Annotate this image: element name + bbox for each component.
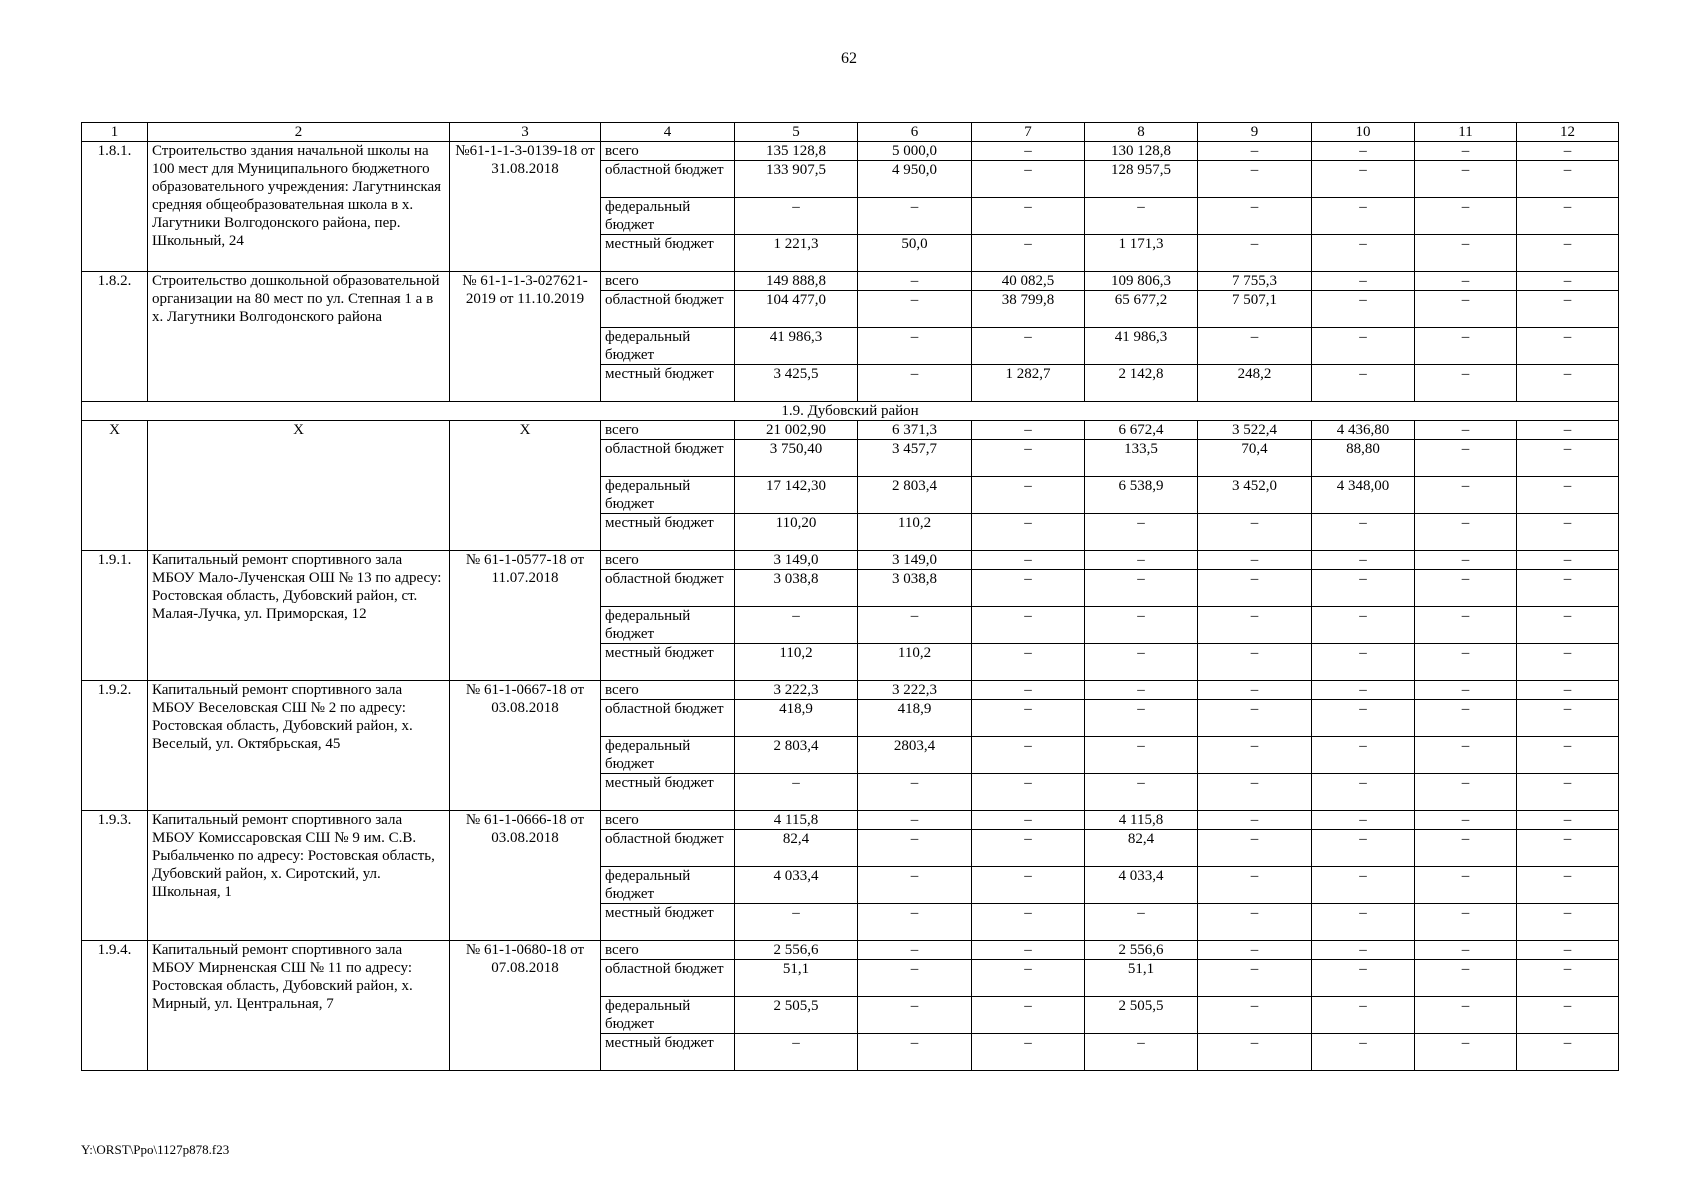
amount-cell: 2803,4 — [858, 737, 972, 774]
amount-cell: – — [1198, 328, 1312, 365]
item-name: Капитальный ремонт спортивного зала МБОУ Веселовская СШ № 2 по адресу: Ростовская область, Дубовский район, х. Веселый, ул. Октябрьская, 45 — [148, 681, 450, 811]
amount-cell: 7 507,1 — [1198, 291, 1312, 328]
amount-cell: – — [1312, 161, 1415, 198]
amount-cell: – — [1085, 737, 1198, 774]
amount-cell: – — [1517, 570, 1619, 607]
amount-cell: – — [1415, 421, 1517, 440]
amount-cell: – — [1085, 198, 1198, 235]
amount-cell: – — [1415, 235, 1517, 272]
column-number: 10 — [1312, 123, 1415, 142]
amount-cell: – — [1312, 365, 1415, 402]
amount-cell: 5 000,0 — [858, 142, 972, 161]
amount-cell: – — [1312, 514, 1415, 551]
amount-cell: 3 457,7 — [858, 440, 972, 477]
amount-cell: – — [1312, 1034, 1415, 1071]
amount-cell: – — [972, 1034, 1085, 1071]
amount-cell: 2 505,5 — [735, 997, 858, 1034]
amount-cell: 135 128,8 — [735, 142, 858, 161]
amount-cell: – — [1517, 960, 1619, 997]
amount-cell: – — [1517, 681, 1619, 700]
amount-cell: – — [735, 1034, 858, 1071]
amount-cell: – — [858, 904, 972, 941]
amount-cell: – — [1198, 960, 1312, 997]
amount-cell: 2 556,6 — [735, 941, 858, 960]
amount-cell: 110,2 — [735, 644, 858, 681]
table-row — [82, 272, 1619, 291]
table-row — [82, 941, 1619, 960]
funding-source: всего — [601, 681, 735, 700]
amount-cell: 3 452,0 — [1198, 477, 1312, 514]
amount-cell: – — [1415, 774, 1517, 811]
amount-cell: – — [1198, 142, 1312, 161]
amount-cell: – — [1415, 198, 1517, 235]
funding-source: местный бюджет — [601, 774, 735, 811]
funding-source: местный бюджет — [601, 514, 735, 551]
column-number-row — [82, 123, 1619, 142]
item-document: № 61-1-0680-18 от 07.08.2018 — [450, 941, 601, 1071]
amount-cell: 1 282,7 — [972, 365, 1085, 402]
funding-source: местный бюджет — [601, 1034, 735, 1071]
amount-cell: – — [1312, 570, 1415, 607]
amount-cell: – — [1415, 867, 1517, 904]
amount-cell: – — [1312, 607, 1415, 644]
amount-cell: 88,80 — [1312, 440, 1415, 477]
funding-source: федеральный бюджет — [601, 737, 735, 774]
amount-cell: 4 348,00 — [1312, 477, 1415, 514]
amount-cell: 41 986,3 — [735, 328, 858, 365]
amount-cell: – — [1198, 904, 1312, 941]
item-number: 1.9.3. — [82, 811, 148, 941]
amount-cell: 418,9 — [858, 700, 972, 737]
amount-cell: – — [1517, 142, 1619, 161]
amount-cell: 4 033,4 — [735, 867, 858, 904]
item-name: Капитальный ремонт спортивного зала МБОУ Мало-Лученская ОШ № 13 по адресу: Ростовская область, Дубовский район, ст. Малая-Лучка, ул. Приморская, 12 — [148, 551, 450, 681]
amount-cell: – — [1415, 365, 1517, 402]
amount-cell: – — [972, 941, 1085, 960]
amount-cell: – — [972, 960, 1085, 997]
amount-cell: 3 149,0 — [735, 551, 858, 570]
column-number: 12 — [1517, 123, 1619, 142]
amount-cell: – — [1312, 774, 1415, 811]
amount-cell: – — [1517, 867, 1619, 904]
funding-source: областной бюджет — [601, 700, 735, 737]
amount-cell: – — [1198, 644, 1312, 681]
table-row — [82, 142, 1619, 161]
amount-cell: 2 803,4 — [735, 737, 858, 774]
column-number: 2 — [148, 123, 450, 142]
amount-cell: – — [972, 867, 1085, 904]
amount-cell: – — [972, 514, 1085, 551]
amount-cell: 128 957,5 — [1085, 161, 1198, 198]
amount-cell: 38 799,8 — [972, 291, 1085, 328]
amount-cell: – — [858, 291, 972, 328]
amount-cell: 1 171,3 — [1085, 235, 1198, 272]
amount-cell: – — [1312, 737, 1415, 774]
amount-cell: 3 750,40 — [735, 440, 858, 477]
item-number: 1.8.2. — [82, 272, 148, 402]
amount-cell: – — [972, 421, 1085, 440]
amount-cell: – — [858, 941, 972, 960]
amount-cell: 70,4 — [1198, 440, 1312, 477]
item-document: №61-1-1-3-0139-18 от 31.08.2018 — [450, 142, 601, 272]
amount-cell: – — [972, 681, 1085, 700]
amount-cell: – — [1198, 570, 1312, 607]
funding-source: всего — [601, 421, 735, 440]
amount-cell: 110,2 — [858, 514, 972, 551]
amount-cell: 104 477,0 — [735, 291, 858, 328]
funding-source: федеральный бюджет — [601, 477, 735, 514]
item-document: № 61-1-0577-18 от 11.07.2018 — [450, 551, 601, 681]
amount-cell: – — [1517, 440, 1619, 477]
column-number: 11 — [1415, 123, 1517, 142]
item-number: X — [82, 421, 148, 551]
amount-cell: – — [1312, 644, 1415, 681]
funding-source: всего — [601, 551, 735, 570]
amount-cell: – — [972, 607, 1085, 644]
amount-cell: 3 425,5 — [735, 365, 858, 402]
amount-cell: – — [972, 142, 1085, 161]
amount-cell: – — [1198, 941, 1312, 960]
amount-cell: 248,2 — [1198, 365, 1312, 402]
funding-source: областной бюджет — [601, 161, 735, 198]
table-row — [82, 421, 1619, 440]
item-document: № 61-1-0667-18 от 03.08.2018 — [450, 681, 601, 811]
amount-cell: – — [972, 161, 1085, 198]
amount-cell: 4 950,0 — [858, 161, 972, 198]
amount-cell: – — [858, 328, 972, 365]
amount-cell: – — [1085, 570, 1198, 607]
page-number: 62 — [841, 50, 857, 67]
amount-cell: – — [735, 904, 858, 941]
amount-cell: 4 033,4 — [1085, 867, 1198, 904]
amount-cell: – — [1198, 737, 1312, 774]
amount-cell: – — [1517, 737, 1619, 774]
amount-cell: – — [1517, 365, 1619, 402]
amount-cell: 133,5 — [1085, 440, 1198, 477]
amount-cell: – — [1517, 904, 1619, 941]
amount-cell: 41 986,3 — [1085, 328, 1198, 365]
amount-cell: – — [1085, 514, 1198, 551]
amount-cell: 418,9 — [735, 700, 858, 737]
amount-cell: – — [1312, 551, 1415, 570]
amount-cell: – — [1312, 272, 1415, 291]
amount-cell: – — [858, 811, 972, 830]
amount-cell: – — [858, 830, 972, 867]
amount-cell: – — [1415, 161, 1517, 198]
amount-cell: – — [1312, 867, 1415, 904]
amount-cell: – — [1085, 904, 1198, 941]
amount-cell: – — [1198, 198, 1312, 235]
section-row — [82, 402, 1619, 421]
amount-cell: – — [972, 328, 1085, 365]
funding-source: местный бюджет — [601, 365, 735, 402]
item-name: Капитальный ремонт спортивного зала МБОУ Мирненская СШ № 11 по адресу: Ростовская область, Дубовский район, х. Мирный, ул. Центральная, 7 — [148, 941, 450, 1071]
amount-cell: 82,4 — [1085, 830, 1198, 867]
column-number: 5 — [735, 123, 858, 142]
item-name: X — [148, 421, 450, 551]
amount-cell: – — [972, 737, 1085, 774]
funding-source: областной бюджет — [601, 291, 735, 328]
amount-cell: – — [1517, 700, 1619, 737]
funding-source: федеральный бюджет — [601, 328, 735, 365]
amount-cell: 7 755,3 — [1198, 272, 1312, 291]
amount-cell: – — [972, 477, 1085, 514]
amount-cell: – — [1415, 644, 1517, 681]
amount-cell: 3 222,3 — [735, 681, 858, 700]
funding-source: всего — [601, 941, 735, 960]
amount-cell: – — [735, 774, 858, 811]
amount-cell: – — [1312, 328, 1415, 365]
amount-cell: – — [1198, 607, 1312, 644]
column-number: 1 — [82, 123, 148, 142]
item-document: X — [450, 421, 601, 551]
amount-cell: – — [858, 774, 972, 811]
funding-source: федеральный бюджет — [601, 607, 735, 644]
amount-cell: 110,20 — [735, 514, 858, 551]
amount-cell: – — [1198, 830, 1312, 867]
amount-cell: – — [1415, 291, 1517, 328]
amount-cell: – — [1415, 941, 1517, 960]
amount-cell: – — [1198, 774, 1312, 811]
amount-cell: – — [1415, 551, 1517, 570]
amount-cell: 4 115,8 — [1085, 811, 1198, 830]
amount-cell: – — [1415, 570, 1517, 607]
amount-cell: – — [1517, 607, 1619, 644]
section-title: 1.9. Дубовский район — [82, 402, 1619, 421]
amount-cell: – — [1517, 997, 1619, 1034]
amount-cell: – — [972, 997, 1085, 1034]
amount-cell: – — [1198, 681, 1312, 700]
amount-cell: 40 082,5 — [972, 272, 1085, 291]
funding-source: местный бюджет — [601, 644, 735, 681]
amount-cell: – — [1198, 161, 1312, 198]
amount-cell: – — [1517, 1034, 1619, 1071]
amount-cell: 51,1 — [735, 960, 858, 997]
amount-cell: – — [1085, 681, 1198, 700]
column-number: 6 — [858, 123, 972, 142]
funding-source: федеральный бюджет — [601, 198, 735, 235]
amount-cell: 130 128,8 — [1085, 142, 1198, 161]
item-number: 1.8.1. — [82, 142, 148, 272]
amount-cell: 109 806,3 — [1085, 272, 1198, 291]
amount-cell: 4 436,80 — [1312, 421, 1415, 440]
amount-cell: – — [858, 997, 972, 1034]
amount-cell: – — [1198, 867, 1312, 904]
amount-cell: – — [1517, 291, 1619, 328]
amount-cell: – — [1517, 161, 1619, 198]
amount-cell: – — [858, 607, 972, 644]
amount-cell: – — [1415, 272, 1517, 291]
amount-cell: – — [1312, 997, 1415, 1034]
amount-cell: – — [1415, 514, 1517, 551]
table-row — [82, 681, 1619, 700]
amount-cell: – — [735, 607, 858, 644]
amount-cell: – — [972, 811, 1085, 830]
amount-cell: – — [972, 551, 1085, 570]
amount-cell: – — [1312, 941, 1415, 960]
amount-cell: – — [1517, 272, 1619, 291]
amount-cell: 2 142,8 — [1085, 365, 1198, 402]
amount-cell: 6 371,3 — [858, 421, 972, 440]
table-body — [82, 123, 1619, 1071]
amount-cell: – — [1517, 514, 1619, 551]
item-number: 1.9.2. — [82, 681, 148, 811]
amount-cell: – — [1415, 328, 1517, 365]
amount-cell: – — [1415, 607, 1517, 644]
amount-cell: – — [972, 570, 1085, 607]
amount-cell: – — [972, 644, 1085, 681]
budget-table — [81, 122, 1619, 1071]
column-number: 8 — [1085, 123, 1198, 142]
amount-cell: – — [858, 1034, 972, 1071]
amount-cell: 50,0 — [858, 235, 972, 272]
amount-cell: – — [1415, 737, 1517, 774]
amount-cell: – — [1312, 811, 1415, 830]
amount-cell: 2 505,5 — [1085, 997, 1198, 1034]
amount-cell: – — [735, 198, 858, 235]
amount-cell: – — [1517, 421, 1619, 440]
amount-cell: 51,1 — [1085, 960, 1198, 997]
amount-cell: 1 221,3 — [735, 235, 858, 272]
amount-cell: – — [1415, 1034, 1517, 1071]
amount-cell: – — [1085, 644, 1198, 681]
funding-source: областной бюджет — [601, 570, 735, 607]
column-number: 9 — [1198, 123, 1312, 142]
funding-source: местный бюджет — [601, 235, 735, 272]
amount-cell: – — [1415, 830, 1517, 867]
amount-cell: – — [1517, 644, 1619, 681]
amount-cell: – — [1198, 1034, 1312, 1071]
amount-cell: – — [1517, 811, 1619, 830]
amount-cell: 3 038,8 — [735, 570, 858, 607]
item-document: № 61-1-1-3-027621-2019 от 11.10.2019 — [450, 272, 601, 402]
amount-cell: – — [1198, 551, 1312, 570]
funding-source: областной бюджет — [601, 960, 735, 997]
funding-source: федеральный бюджет — [601, 867, 735, 904]
item-number: 1.9.4. — [82, 941, 148, 1071]
amount-cell: – — [858, 272, 972, 291]
amount-cell: – — [1198, 235, 1312, 272]
amount-cell: – — [1085, 607, 1198, 644]
amount-cell: – — [1517, 328, 1619, 365]
amount-cell: – — [858, 365, 972, 402]
item-name: Капитальный ремонт спортивного зала МБОУ Комиссаровская СШ № 9 им. С.В. Рыбальченко по адресу: Ростовская область, Дубовский район, х. Сиротский, ул. Школьная, 1 — [148, 811, 450, 941]
amount-cell: – — [1517, 551, 1619, 570]
amount-cell: – — [1415, 997, 1517, 1034]
amount-cell: – — [972, 235, 1085, 272]
amount-cell: – — [1085, 1034, 1198, 1071]
amount-cell: – — [1312, 904, 1415, 941]
amount-cell: 133 907,5 — [735, 161, 858, 198]
amount-cell: – — [1517, 830, 1619, 867]
amount-cell: – — [972, 198, 1085, 235]
funding-source: местный бюджет — [601, 904, 735, 941]
amount-cell: – — [1415, 440, 1517, 477]
amount-cell: – — [1198, 514, 1312, 551]
amount-cell: 65 677,2 — [1085, 291, 1198, 328]
column-number: 4 — [601, 123, 735, 142]
amount-cell: – — [1198, 700, 1312, 737]
table-row — [82, 551, 1619, 570]
amount-cell: – — [1312, 830, 1415, 867]
table-row — [82, 811, 1619, 830]
amount-cell: 110,2 — [858, 644, 972, 681]
amount-cell: – — [1085, 551, 1198, 570]
amount-cell: – — [858, 867, 972, 904]
amount-cell: 3 038,8 — [858, 570, 972, 607]
amount-cell: 3 149,0 — [858, 551, 972, 570]
amount-cell: – — [1312, 681, 1415, 700]
amount-cell: 6 672,4 — [1085, 421, 1198, 440]
item-name: Строительство дошкольной образовательной организации на 80 мест по ул. Степная 1 а в х. Лагутники Волгодонского района — [148, 272, 450, 402]
funding-source: федеральный бюджет — [601, 997, 735, 1034]
funding-source: областной бюджет — [601, 830, 735, 867]
amount-cell: – — [1312, 235, 1415, 272]
amount-cell: – — [1517, 774, 1619, 811]
amount-cell: – — [1415, 960, 1517, 997]
amount-cell: – — [972, 830, 1085, 867]
amount-cell: – — [1517, 477, 1619, 514]
amount-cell: – — [1517, 235, 1619, 272]
amount-cell: – — [972, 440, 1085, 477]
amount-cell: 2 803,4 — [858, 477, 972, 514]
amount-cell: – — [1415, 477, 1517, 514]
funding-source: областной бюджет — [601, 440, 735, 477]
amount-cell: – — [972, 904, 1085, 941]
amount-cell: 82,4 — [735, 830, 858, 867]
amount-cell: – — [1517, 941, 1619, 960]
amount-cell: – — [1085, 774, 1198, 811]
amount-cell: – — [1415, 904, 1517, 941]
amount-cell: – — [1312, 291, 1415, 328]
amount-cell: – — [858, 198, 972, 235]
amount-cell: – — [1415, 811, 1517, 830]
item-name: Строительство здания начальной школы на 100 мест для Муниципального бюджетного образовательного учреждения: Лагутнинская средняя общеобразовательная школа в х. Лагутники Волгодонского района, пер. Школьный, 24 — [148, 142, 450, 272]
amount-cell: – — [1415, 142, 1517, 161]
footer-file-path: Y:\ORST\Ppo\1127p878.f23 — [81, 1142, 230, 1157]
amount-cell: – — [1198, 811, 1312, 830]
column-number: 3 — [450, 123, 601, 142]
amount-cell: – — [1198, 997, 1312, 1034]
amount-cell: – — [1415, 700, 1517, 737]
amount-cell: 21 002,90 — [735, 421, 858, 440]
funding-source: всего — [601, 811, 735, 830]
amount-cell: 3 222,3 — [858, 681, 972, 700]
amount-cell: – — [858, 960, 972, 997]
item-number: 1.9.1. — [82, 551, 148, 681]
funding-source: всего — [601, 272, 735, 291]
amount-cell: 17 142,30 — [735, 477, 858, 514]
funding-source: всего — [601, 142, 735, 161]
amount-cell: – — [1312, 142, 1415, 161]
amount-cell: – — [1312, 700, 1415, 737]
amount-cell: 4 115,8 — [735, 811, 858, 830]
column-number: 7 — [972, 123, 1085, 142]
amount-cell: 3 522,4 — [1198, 421, 1312, 440]
amount-cell: 149 888,8 — [735, 272, 858, 291]
amount-cell: – — [1415, 681, 1517, 700]
amount-cell: – — [1312, 198, 1415, 235]
item-document: № 61-1-0666-18 от 03.08.2018 — [450, 811, 601, 941]
amount-cell: – — [1085, 700, 1198, 737]
amount-cell: – — [972, 774, 1085, 811]
amount-cell: – — [1312, 960, 1415, 997]
amount-cell: – — [1517, 198, 1619, 235]
amount-cell: 2 556,6 — [1085, 941, 1198, 960]
amount-cell: 6 538,9 — [1085, 477, 1198, 514]
amount-cell: – — [972, 700, 1085, 737]
